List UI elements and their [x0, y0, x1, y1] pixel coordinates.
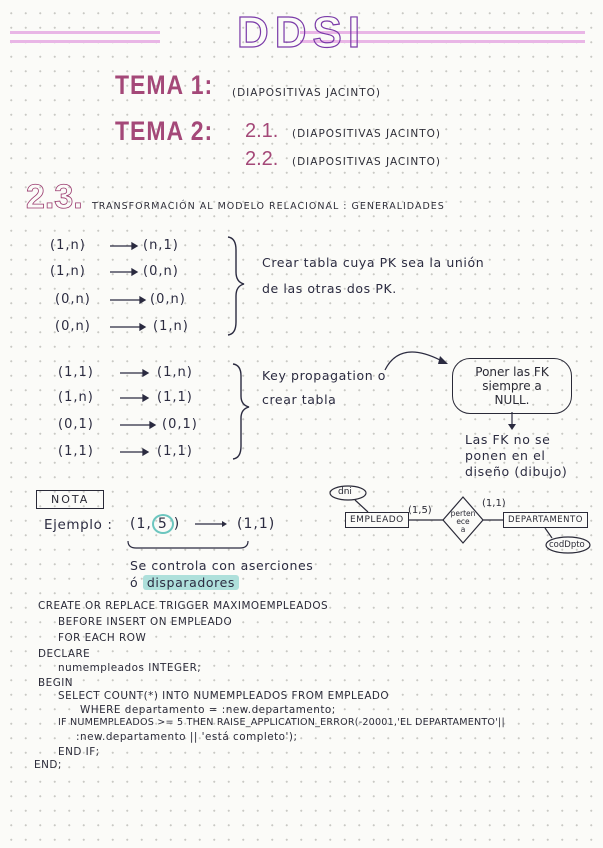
tema-2-1-num: 2.1. [245, 120, 279, 142]
code-line-1: CREATE OR REPLACE TRIGGER MAXIMOEMPLEADOS [38, 600, 329, 612]
code-line-3: FOR EACH ROW [58, 632, 147, 644]
g2-left-3: (0,1) [58, 417, 94, 432]
g2-note-line1: Key propagation o [262, 368, 387, 383]
code-line-12: END; [34, 759, 62, 771]
code-line-5: numempleados INTEGER; [58, 662, 202, 674]
g2-right-2: (1,1) [157, 390, 193, 405]
g2-note-line2: crear tabla [262, 392, 337, 407]
bubble-note-line1: Las FK no se [465, 432, 551, 447]
nota-box: NOTA [36, 490, 104, 509]
section-number: 2.3. [26, 178, 83, 216]
er-entity-departamento: DEPARTAMENTO [503, 512, 588, 528]
code-line-2: BEFORE INSERT ON EMPLEADO [58, 616, 233, 628]
code-line-6: BEGIN [38, 677, 74, 689]
g1-left-1: (1,n) [50, 238, 86, 253]
g1-note-line1: Crear tabla cuya PK sea la unión [262, 255, 485, 270]
control-highlight: disparadores [143, 575, 239, 590]
tema-2-2-note: (DIAPOSITIVAS JACINTO) [292, 156, 441, 168]
ejemplo-left [130, 516, 180, 532]
g1-left-4: (0,n) [55, 319, 91, 334]
control-prefix: ó [130, 575, 139, 590]
g2-right-3: (0,1) [162, 417, 198, 432]
er-attr-dni: dni [338, 487, 352, 497]
ejemplo-label: Ejemplo : [44, 517, 113, 533]
fk-null-bubble: Poner las FK siempre a NULL. [452, 358, 572, 414]
control-line2 [130, 575, 239, 590]
page-title: DDSI [236, 8, 367, 57]
g1-right-2: (0,n) [143, 264, 179, 279]
tema-1-label: TEMA 1: [115, 69, 214, 100]
er-rel-line2: ece [456, 517, 470, 526]
er-rel-line3: a [460, 525, 466, 534]
g2-left-4: (1,1) [58, 444, 94, 459]
g1-right-4: (1,n) [153, 319, 189, 334]
g2-right-4: (1,1) [157, 444, 193, 459]
er-relationship [450, 510, 476, 534]
tema-2-1-note: (DIAPOSITIVAS JACINTO) [292, 128, 441, 140]
g1-right-1: (n,1) [143, 238, 179, 253]
ejemplo-open: (1, [130, 516, 152, 532]
code-line-10: :new.departamento || 'está completo'); [76, 731, 298, 743]
control-line1: Se controla con aserciones [130, 558, 314, 573]
g2-right-1: (1,n) [157, 365, 193, 380]
bubble-note-line2: ponen en el [465, 448, 546, 463]
g1-note-line2: de las otras dos PK. [262, 281, 397, 296]
tema-2-label: TEMA 2: [115, 115, 214, 146]
er-rel-line1: perten [450, 509, 476, 518]
code-line-9: IF NUMEMPLEADOS >= 5 THEN RAISE_APPLICATION_ERROR(-20001,'EL DEPARTAMENTO'|| [58, 717, 505, 728]
g1-right-3: (0,n) [150, 292, 186, 307]
code-line-4: DECLARE [38, 648, 91, 660]
code-line-11: END IF; [58, 746, 100, 758]
bubble-note-line3: diseño (dibujo) [465, 464, 568, 479]
ejemplo-circled-value: 5 [152, 514, 174, 534]
ejemplo-close: ) [173, 516, 181, 532]
er-card-left: (1,5) [408, 505, 432, 516]
g2-left-1: (1,1) [58, 365, 94, 380]
ejemplo-right: (1,1) [237, 516, 276, 532]
g1-left-2: (1,n) [50, 264, 86, 279]
tema-1-note: (DIAPOSITIVAS JACINTO) [232, 87, 381, 99]
section-title: TRANSFORMACIÓN AL MODELO RELACIONAL : GENERALIDADES [92, 201, 445, 212]
code-line-7: SELECT COUNT(*) INTO NUMEMPLEADOS FROM EMPLEADO [58, 690, 390, 702]
g1-left-3: (0,n) [55, 292, 91, 307]
tema-2-2-num: 2.2. [245, 148, 279, 170]
er-card-right: (1,1) [482, 498, 506, 509]
er-attr-coddpto: codDpto [549, 540, 585, 550]
er-entity-empleado: EMPLEADO [345, 512, 409, 528]
code-line-8: WHERE departamento = :new.departamento; [80, 704, 336, 716]
g2-left-2: (1,n) [58, 390, 94, 405]
